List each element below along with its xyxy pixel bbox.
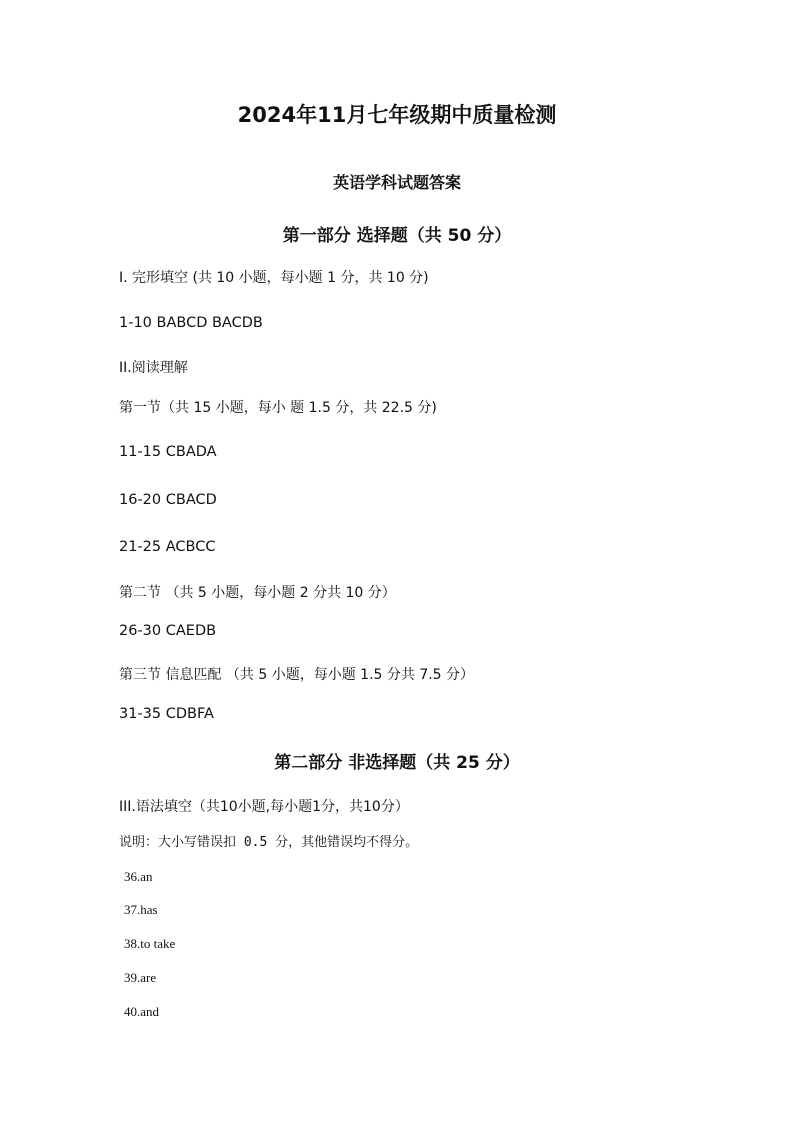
part1-heading: 第一部分 选择题（共 50 分） [282,226,512,246]
section2-heading: 第二节 （共 5 小题，每小题 2 分共 10 分） [119,585,396,601]
grammar-answer-40: 40.and [124,1004,160,1019]
grammar-answer-36: 36.an [124,869,153,884]
section3-heading: 第三节 信息匹配 （共 5 小题，每小题 1.5 分共 7.5 分） [119,667,475,683]
grammar-heading: III.语法填空（共10小题,每小题1分，共10分） [119,799,409,815]
grammar-answer-38: 38.to take [124,936,176,951]
grammar-answer-39: 39.are [124,970,157,985]
section3-answers: 31-35 CDBFA [119,706,214,722]
cloze-answers: 1-10 BABCD BACDB [119,315,263,331]
document-subtitle: 英语学科试题答案 [332,173,461,192]
part2-heading: 第二部分 非选择题（共 25 分） [274,753,520,773]
grammar-answer-37: 37.has [124,902,158,917]
document-title: 2024年11月七年级期中质量检测 [237,103,557,127]
scoring-note: 说明：大小写错误扣 0.5 分，其他错误均不得分。 [119,835,419,850]
section1-heading: 第一节（共 15 小题，每小 题 1.5 分，共 22.5 分) [119,400,437,416]
reading-heading: II.阅读理解 [119,360,188,376]
section1-answers-1: 11-15 CBADA [119,444,217,460]
section1-answers-2: 16-20 CBACD [119,492,217,508]
section2-answers: 26-30 CAEDB [119,623,217,639]
cloze-heading: I. 完形填空 (共 10 小题，每小题 1 分，共 10 分) [119,270,429,286]
section1-answers-3: 21-25 ACBCC [119,539,216,555]
